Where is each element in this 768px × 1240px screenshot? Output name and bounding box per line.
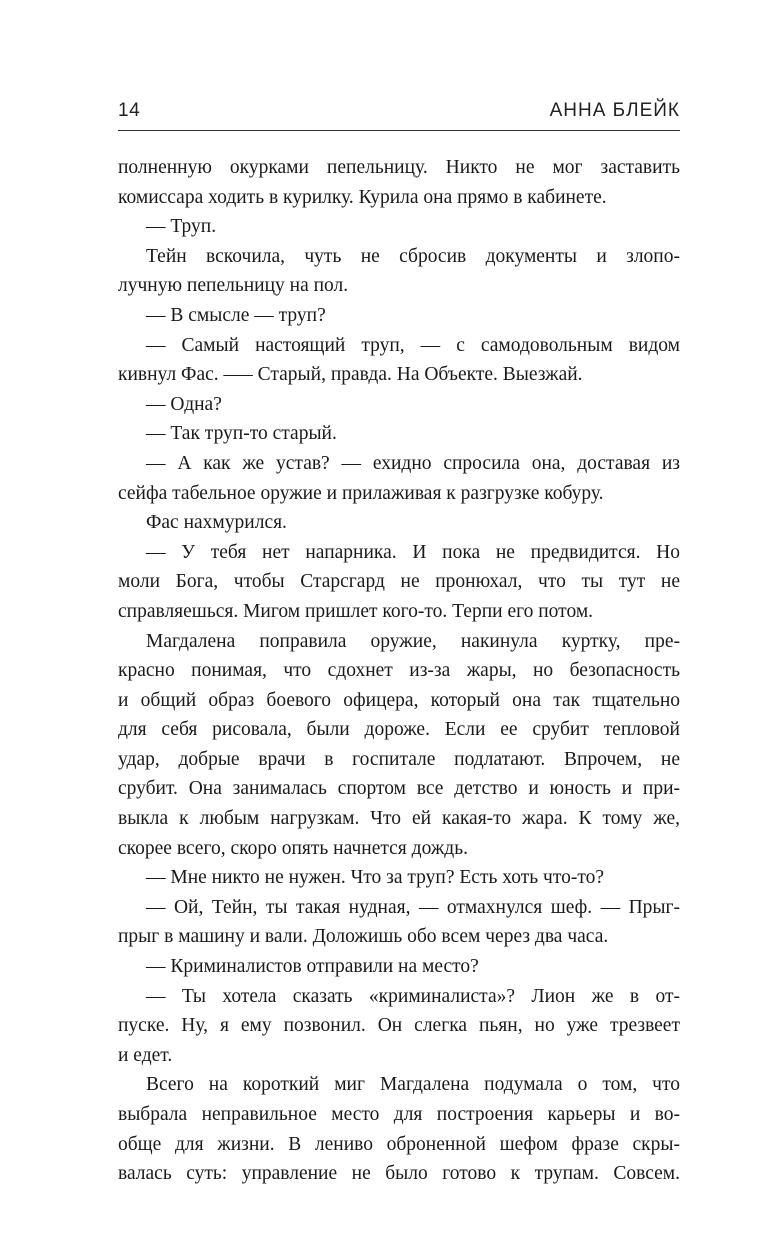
text-line: красно понимая, что сдохнет из-за жары, но безопасность xyxy=(118,660,680,682)
text-line: Всего на короткий миг Магдалена подумала о том, что xyxy=(146,1074,680,1096)
text-line: прыг в машину и вали. Доложишь обо всем через два часа. xyxy=(118,926,609,948)
text-line: Тейн вскочила, чуть не сбросив документы и злопо- xyxy=(146,245,680,267)
text-line: выкла к любым нагрузкам. Что ей какая-то жара. К тому же, xyxy=(118,808,680,830)
text-line: обще для жизни. В лениво оброненной шефом фразе скры- xyxy=(118,1133,680,1155)
text-line: — Криминалистов отправили на место? xyxy=(146,956,479,978)
text-line: — Ой, Тейн, ты такая нудная, — отмахнулся шеф. — Прыг- xyxy=(146,896,680,918)
text-line: и общий образ боевого офицера, который она так тщательно xyxy=(118,689,680,711)
text-line: кивнул Фас. –— Старый, правда. На Объекте. Выезжай. xyxy=(118,364,583,386)
text-line: — Труп. xyxy=(146,216,217,238)
text-line: — Мне никто не нужен. Что за труп? Есть хоть что-то? xyxy=(146,867,605,889)
text-line: пуске. Ну, я ему позвонил. Он слегка пьян, но уже трезвеет xyxy=(118,1015,680,1037)
running-title: АННА БЛЕЙК xyxy=(549,100,680,121)
text-line: — Так труп-то старый. xyxy=(146,423,337,445)
text-line: — У тебя нет напарника. И пока не предвидится. Но xyxy=(146,541,680,563)
text-line: — Ты хотела сказать «криминалиста»? Лион же в от- xyxy=(146,985,680,1007)
running-header xyxy=(118,100,680,124)
text-line: Магдалена поправила оружие, накинула куртку, пре- xyxy=(146,630,680,652)
text-line: — Одна? xyxy=(146,393,222,415)
text-line: для себя рисовала, были дороже. Если ее срубит тепловой xyxy=(118,719,680,741)
text-line: скорее всего, скоро опять начнется дождь. xyxy=(118,837,469,859)
text-line: моли Бога, чтобы Старсгард не пронюхал, что ты тут не xyxy=(118,571,680,593)
text-line: валась суть: управление не было готово к трупам. Совсем. xyxy=(118,1163,680,1185)
text-line: — В смысле — труп? xyxy=(146,304,326,326)
body-text xyxy=(118,153,680,1189)
text-line: лучную пепельницу на пол. xyxy=(118,275,349,297)
text-line: выбрала неправильное место для построения карьеры и во- xyxy=(118,1104,680,1125)
text-line: справляешься. Мигом пришлет кого-то. Терпи его потом. xyxy=(118,600,594,622)
text-line: — Самый настоящий труп, — с самодовольным видом xyxy=(146,334,680,356)
text-line: и едет. xyxy=(118,1044,173,1066)
text-line: комиссара ходить в курилку. Курила она прямо в кабинете. xyxy=(118,186,607,208)
text-line: сейфа табельное оружие и прилаживая к разгрузке кобуру. xyxy=(118,482,604,504)
text-line: Фас нахмурился. xyxy=(146,512,287,534)
header-rule xyxy=(118,130,680,131)
page-number: 14 xyxy=(118,100,141,121)
text-line: полненную окурками пепельницу. Никто не мог заставить xyxy=(118,157,680,178)
text-line: срубит. Она занималась спортом все детство и юность и при- xyxy=(118,778,680,800)
text-line: — А как же устав? — ехидно спросила она, доставая из xyxy=(146,452,680,474)
text-line: удар, добрые врачи в госпитале подлатают. Впрочем, не xyxy=(118,748,680,770)
